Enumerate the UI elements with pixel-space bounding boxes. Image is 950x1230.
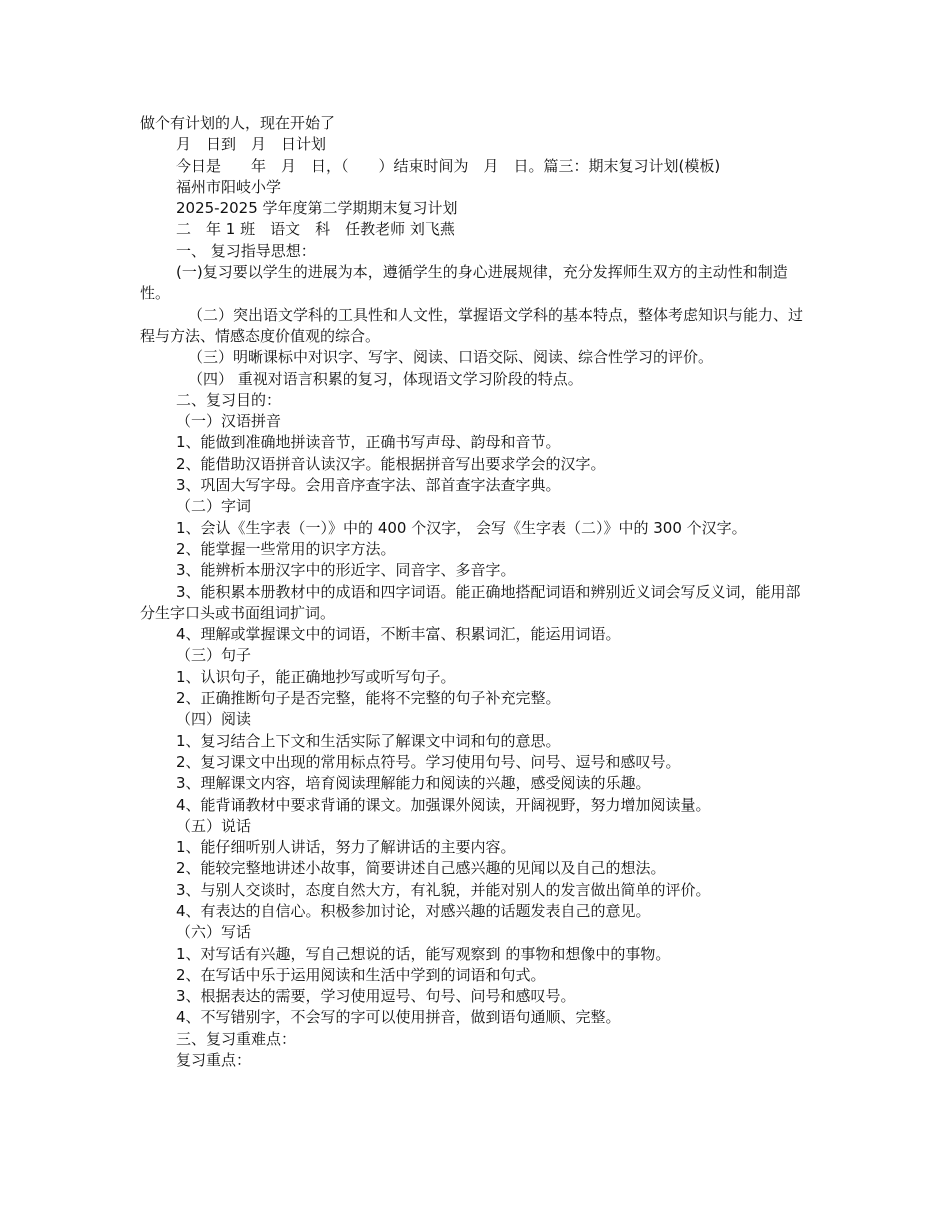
list-item: 4、有表达的自信心。积极参加讨论，对感兴趣的话题发表自己的意见。	[176, 901, 651, 920]
list-item: 3、能积累本册教材中的成语和四字词语。能正确地搭配词语和辨别近义词会写反义词，能用部分生字口头或书面组词扩词。	[140, 582, 801, 622]
list-item: 2、能较完整地讲述小故事，简要讲述自己感兴趣的见闻以及自己的想法。	[176, 859, 666, 878]
school-name: 福州市阳岐小学	[176, 177, 282, 196]
list-item: 1、能做到准确地拼读音节，正确书写声母、韵母和音节。	[176, 433, 561, 452]
list-item: 1、认识句子，能正确地抄写或听写句子。	[176, 667, 456, 686]
intro-line: 做个有计划的人，现在开始了	[140, 114, 336, 132]
list-item: 2、能借助汉语拼音认读汉字。能根据拼音写出要求学会的汉字。	[176, 454, 606, 473]
subsection-heading: （三）句子	[176, 646, 252, 665]
subsection-heading: （一）汉语拼音	[176, 412, 282, 431]
list-item: 2、正确推断句子是否完整，能将不完整的句子补充完整。	[176, 689, 561, 708]
list-item: 1、能仔细听别人讲话，努力了解讲话的主要内容。	[176, 838, 516, 857]
subsection-heading: （四）阅读	[176, 710, 252, 729]
list-item: 4、理解或掌握课文中的词语，不断丰富、积累词汇，能运用词语。	[176, 625, 621, 644]
list-item: 2、在写话中乐于运用阅读和生活中学到的词语和句式。	[176, 965, 546, 984]
section-heading-3: 三、复习重难点：	[176, 1029, 297, 1048]
list-item: 3、巩固大写字母。会用音序查字法、部首查字法查字典。	[176, 476, 561, 495]
section-heading-2: 二、复习目的：	[176, 390, 282, 409]
subsection-heading: （二）字词	[176, 497, 252, 516]
list-item: 3、理解课文内容，培育阅读理解能力和阅读的兴趣，感受阅读的乐趣。	[176, 774, 651, 793]
subsection-heading: （五）说话	[176, 816, 252, 835]
list-item: 3、与别人交谈时，态度自然大方，有礼貌，并能对别人的发言做出简单的评价。	[176, 880, 711, 899]
list-item: 2、复习课文中出现的常用标点符号。学习使用句号、问号、逗号和感叹号。	[176, 752, 681, 771]
paragraph: (一)复习要以学生的进展为本，遵循学生的身心进展规律，充分发挥师生双方的主动性和制造性。	[140, 263, 788, 303]
plan-date-line: 月 日到 月 日计划	[176, 135, 327, 154]
today-line: 今日是 年 月 日，（ ）结束时间为 月 日。篇三：期末复习计划(模板)	[176, 156, 721, 175]
paragraph: （二）突出语文学科的工具性和人文性，掌握语文学科的基本特点，整体考虑知识与能力、过程与方法、情感态度价值观的综合。	[140, 305, 804, 345]
paragraph: （四） 重视对语言积累的复习，体现语文学习阶段的特点。	[188, 369, 583, 388]
document-page	[140, 113, 812, 1071]
list-item: 3、根据表达的需要，学习使用逗号、句号、问号和感叹号。	[176, 987, 576, 1006]
list-item: 1、对写话有兴趣，写自己想说的话，能写观察到 的事物和想像中的事物。	[176, 944, 671, 963]
list-item: 1、会认《生字表（一）》中的 400 个汉字， 会写《生字表（二）》中的 300 个汉字。	[176, 518, 747, 537]
list-item: 2、能掌握一些常用的识字方法。	[176, 539, 396, 558]
class-teacher-line: 二 年 1 班 语文 科 任教老师 刘飞燕	[176, 220, 455, 239]
subsection-heading: （六）写话	[176, 923, 252, 942]
plan-title: 2025-2025 学年度第二学期期末复习计划	[176, 199, 458, 218]
paragraph: （三）明晰课标中对识字、写字、阅读、口语交际、阅读、综合性学习的评价。	[188, 348, 714, 367]
list-item: 4、能背诵教材中要求背诵的课文。加强课外阅读，开阔视野，努力增加阅读量。	[176, 795, 711, 814]
subsection-heading: 复习重点：	[176, 1051, 252, 1070]
section-heading-1: 一、 复习指导思想：	[176, 241, 316, 260]
list-item: 3、能辨析本册汉字中的形近字、同音字、多音字。	[176, 561, 516, 580]
list-item: 4、不写错别字，不会写的字可以使用拼音，做到语句通顺、完整。	[176, 1008, 621, 1027]
list-item: 1、复习结合上下文和生活实际了解课文中词和句的意思。	[176, 731, 561, 750]
